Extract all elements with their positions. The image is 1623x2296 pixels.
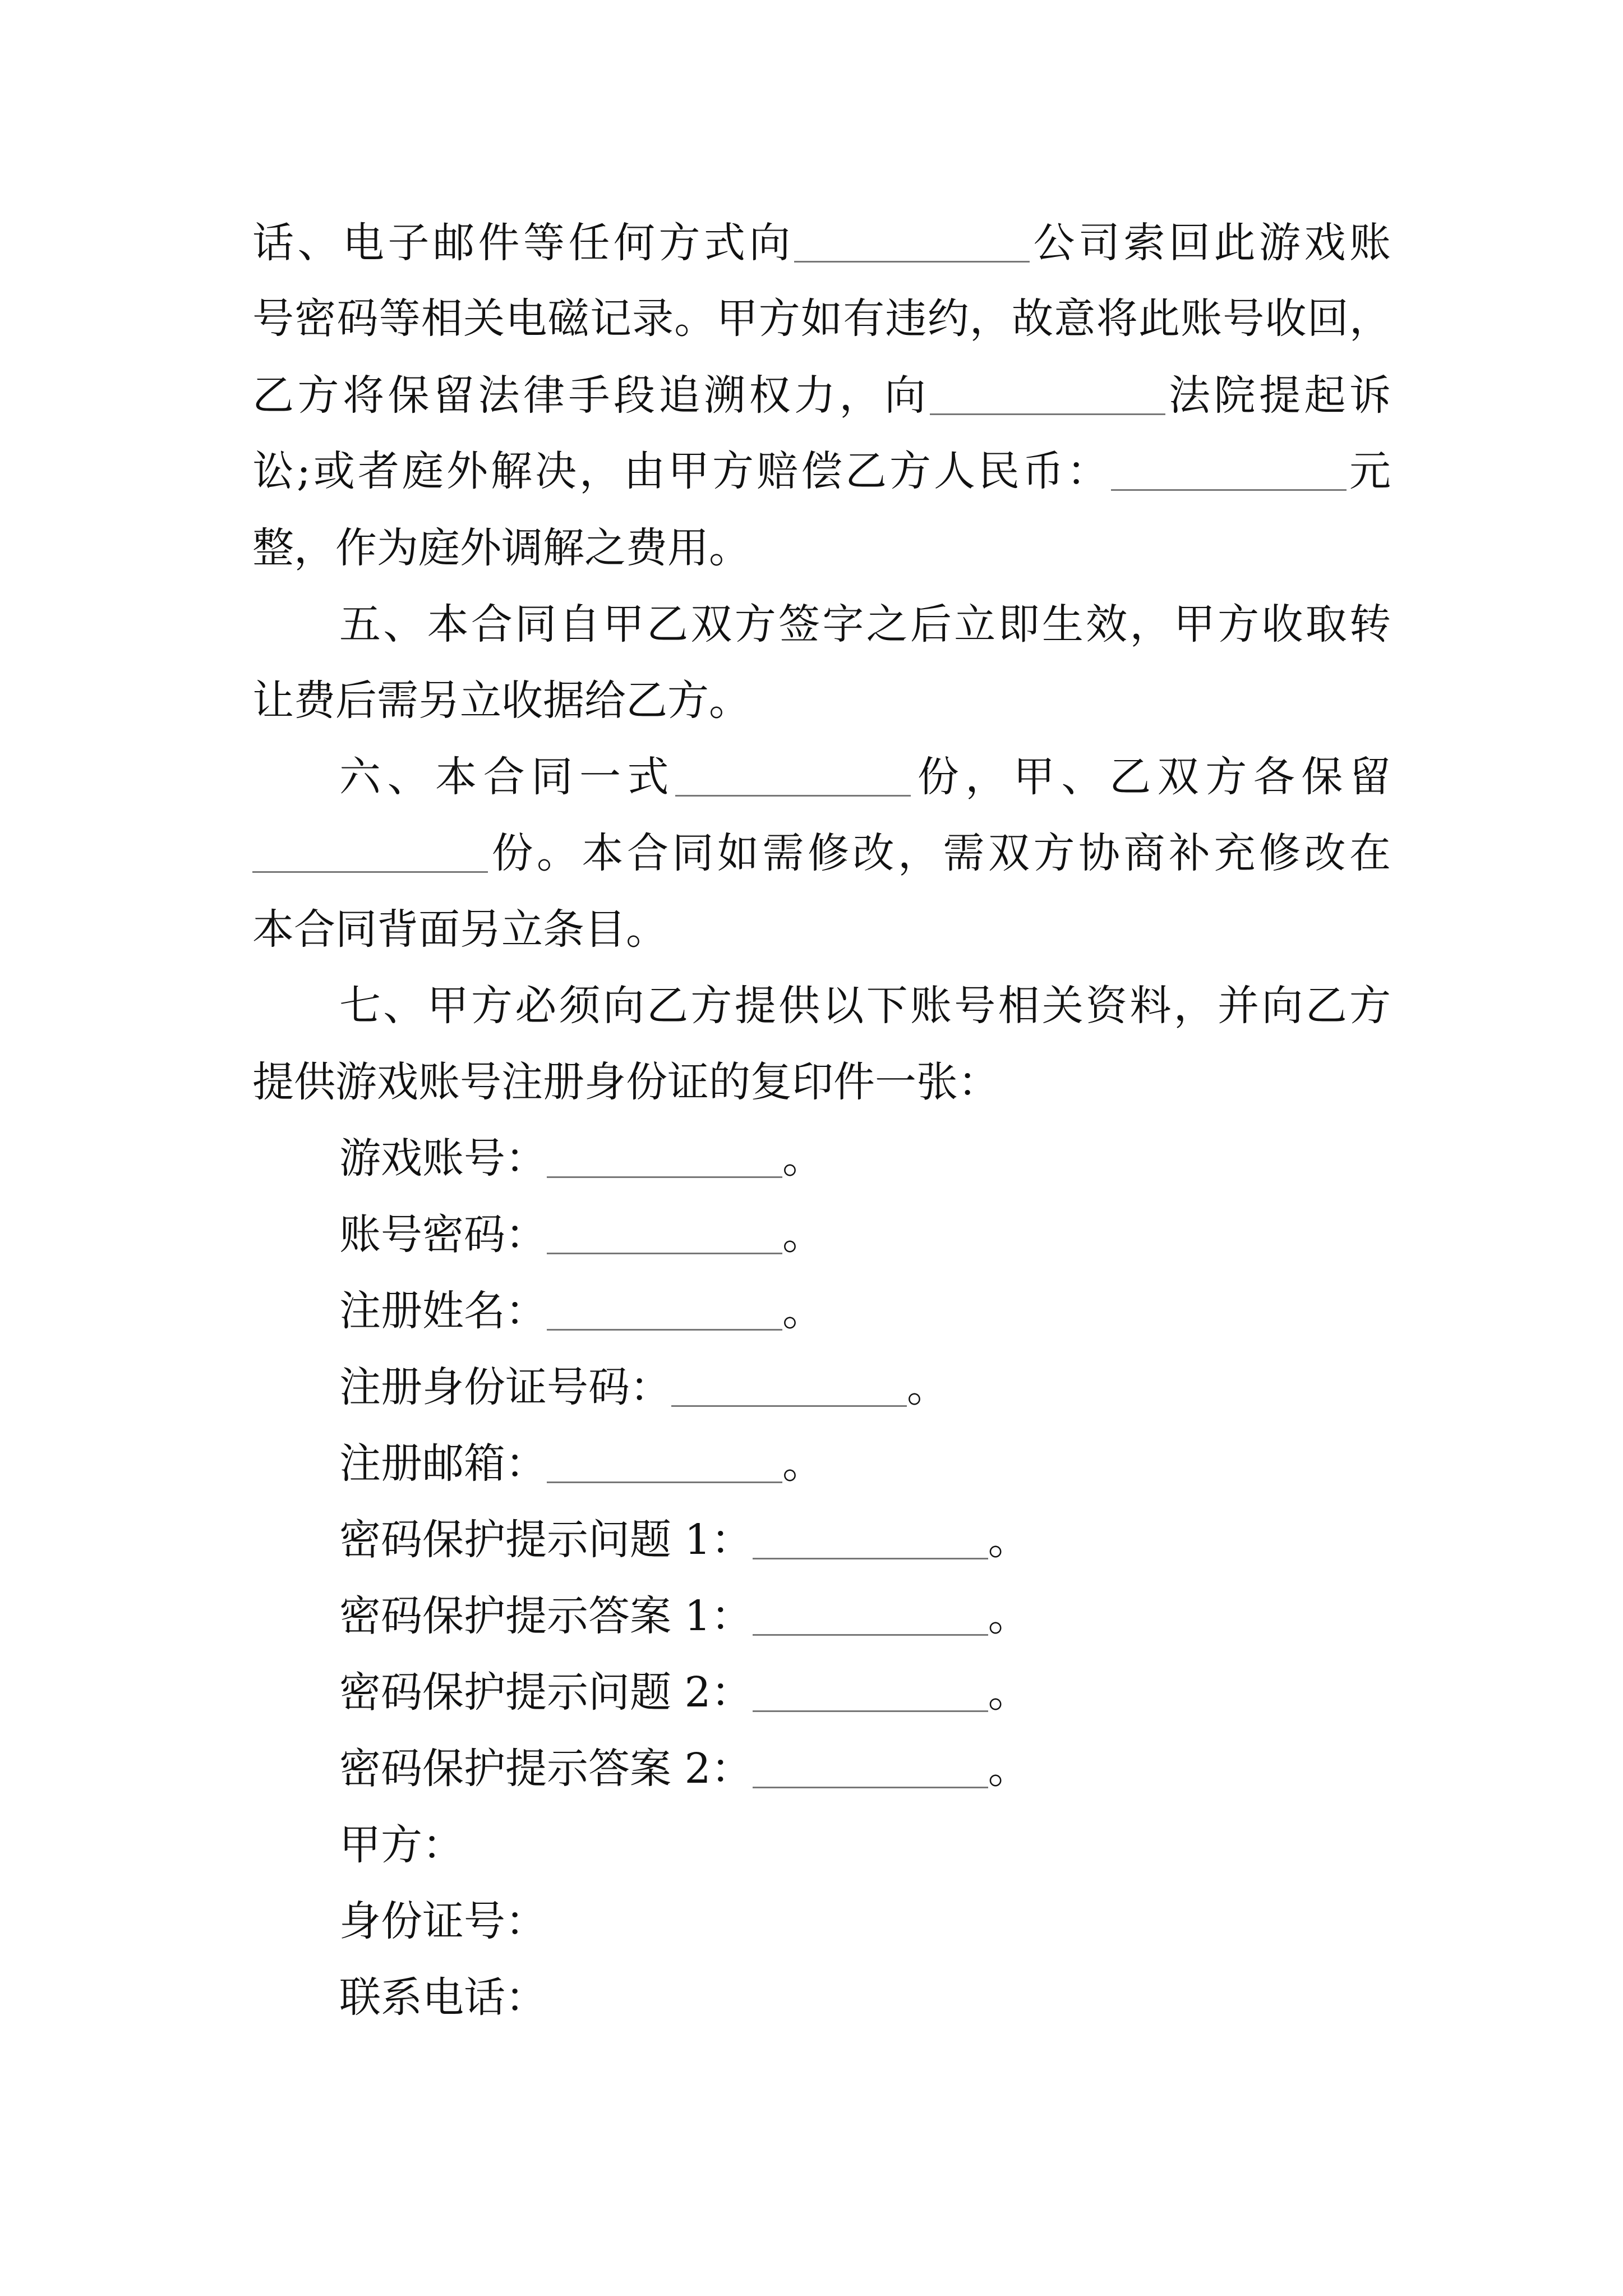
paragraph-5-line-2 <box>252 667 750 734</box>
paragraph-6-line-3 <box>252 896 667 963</box>
party-a-phone <box>339 1964 547 2031</box>
field-label: 密码保护提示问题 1： <box>339 1516 753 1564</box>
copies-total-blank[interactable] <box>675 794 911 797</box>
field-suffix: 。 <box>782 1211 824 1259</box>
compensation-amount-blank[interactable] <box>1111 489 1347 491</box>
paragraph-text: 话、电子邮件等任何方式向 <box>252 219 794 267</box>
field-label: 密码保护提示答案 2： <box>339 1745 753 1793</box>
paragraph-text: 份。本合同如需修改，需双方协商补充修改在 <box>488 829 1391 877</box>
field-security-answer-2 <box>339 1735 1030 1802</box>
id-number-label: 身份证号： <box>339 1897 547 1945</box>
paragraph-4-line-4 <box>252 438 1391 505</box>
court-blank[interactable] <box>930 413 1165 415</box>
security-question-1-blank[interactable] <box>753 1557 988 1559</box>
company-blank[interactable] <box>794 260 1030 263</box>
field-registered-name <box>339 1277 824 1345</box>
paragraph-text: 乙方将保留法律手段追溯权力，向 <box>252 371 930 420</box>
field-label: 账号密码： <box>339 1211 547 1259</box>
field-suffix: 。 <box>988 1745 1030 1793</box>
paragraph-7-line-2 <box>252 1048 999 1116</box>
field-suffix: 。 <box>988 1592 1030 1640</box>
party-a-signature <box>339 1811 464 1879</box>
field-label: 注册身份证号码： <box>339 1363 671 1411</box>
field-security-question-2 <box>339 1659 1030 1726</box>
account-password-blank[interactable] <box>547 1252 782 1254</box>
paragraph-text: 六、本合同一式 <box>339 753 676 801</box>
paragraph-text: 让费后需另立收据给乙方。 <box>252 677 750 725</box>
field-suffix: 。 <box>907 1363 948 1411</box>
registered-name-blank[interactable] <box>547 1328 782 1331</box>
field-label: 注册姓名： <box>339 1287 547 1335</box>
field-label: 密码保护提示问题 2： <box>339 1668 753 1717</box>
paragraph-text: 整，作为庭外调解之费用。 <box>252 524 750 572</box>
paragraph-text: 本合同背面另立条目。 <box>252 905 667 954</box>
security-question-2-blank[interactable] <box>753 1710 988 1712</box>
paragraph-6-line-1 <box>339 743 1391 811</box>
paragraph-text: 号密码等相关电磁记录。甲方如有违约，故意将此账号收回， <box>252 295 1391 343</box>
paragraph-7-line-1 <box>339 972 1391 1039</box>
paragraph-text: 元 <box>1347 447 1391 495</box>
field-label: 游戏账号： <box>339 1134 547 1182</box>
registered-email-blank[interactable] <box>547 1481 782 1483</box>
field-suffix: 。 <box>988 1516 1030 1564</box>
field-registered-id-number <box>339 1354 948 1421</box>
paragraph-text: 五、本合同自甲乙双方签字之后立即生效，甲方收取转 <box>339 600 1391 648</box>
field-registered-email <box>339 1430 824 1497</box>
field-suffix: 。 <box>782 1134 824 1182</box>
party-a-label: 甲方： <box>339 1821 464 1869</box>
paragraph-4-line-3 <box>252 362 1391 429</box>
paragraph-4-line-5 <box>252 514 750 582</box>
party-a-id-number <box>339 1888 547 1955</box>
paragraph-text: 提供游戏账号注册身份证的复印件一张： <box>252 1058 999 1106</box>
copies-each-blank[interactable] <box>252 871 488 873</box>
paragraph-5-line-1 <box>252 591 1391 658</box>
field-suffix: 。 <box>782 1439 824 1488</box>
paragraph-text: 七、甲方必须向乙方提供以下账号相关资料，并向乙方 <box>339 982 1391 1030</box>
paragraph-text: 份，甲、乙双方各保留 <box>911 753 1391 801</box>
field-security-question-1 <box>339 1506 1030 1573</box>
field-game-account <box>339 1125 824 1192</box>
paragraph-text: 公司索回此游戏账 <box>1030 219 1391 267</box>
field-security-answer-1 <box>339 1582 1030 1650</box>
paragraph-text: 讼;或者庭外解决，由甲方赔偿乙方人民币： <box>252 447 1111 495</box>
security-answer-2-blank[interactable] <box>753 1786 988 1788</box>
field-label: 密码保护提示答案 1： <box>339 1592 753 1640</box>
paragraph-6-line-2 <box>252 820 1391 887</box>
field-suffix: 。 <box>782 1287 824 1335</box>
game-account-blank[interactable] <box>547 1176 782 1178</box>
field-account-password <box>339 1201 824 1268</box>
paragraph-4-line-1 <box>252 209 1391 277</box>
security-answer-1-blank[interactable] <box>753 1634 988 1636</box>
paragraph-text: 法院提起诉 <box>1165 371 1391 420</box>
phone-label: 联系电话： <box>339 1973 547 2022</box>
registered-id-number-blank[interactable] <box>671 1405 907 1407</box>
field-suffix: 。 <box>988 1668 1030 1717</box>
paragraph-4-line-2 <box>252 285 1391 352</box>
field-label: 注册邮箱： <box>339 1439 547 1488</box>
